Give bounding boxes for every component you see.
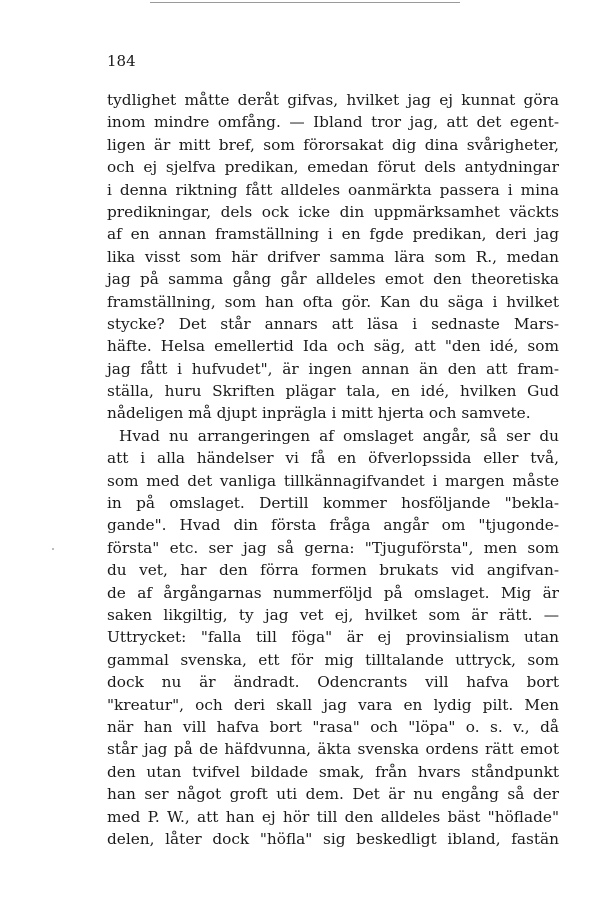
text-line: att i alla händelser vi få en öfverlopssida eller två,	[107, 449, 559, 468]
text-line: dock nu är ändradt. Odencrants vill hafva bort	[107, 673, 559, 692]
text-line: in på omslaget. Dertill kommer hosföljande "bekla-	[107, 494, 559, 513]
text-line: när han vill hafva bort "rasa" och "löpa" o. s. v., då	[107, 717, 559, 736]
text-line: jag på samma gång går alldeles emot den theoretiska	[107, 270, 559, 289]
text-line: Uttrycket: "falla till föga" är ej provinsialism utan	[107, 628, 559, 647]
text-line: ligen är mitt bref, som förorsakat dig dina svårigheter,	[107, 135, 559, 154]
page-number: 184	[107, 52, 136, 70]
text-line: "kreatur", och deri skall jag vara en lydig pilt. Men	[107, 695, 559, 714]
text-line: delen, låter dock "höfla" sig beskedligt ibland, fastän	[107, 829, 559, 848]
text-line: du vet, har den förra formen brukats vid angifvan-	[107, 561, 559, 580]
text-line: den utan tvifvel bildade smak, från hvars ståndpunkt	[107, 762, 559, 781]
text-line: i denna riktning fått alldeles oanmärkta passera i mina	[107, 180, 559, 199]
text-line: lika visst som här drifver samma lära som R., medan	[107, 247, 559, 266]
text-line: de af årgångarnas nummerföljd på omslaget. Mig är	[107, 583, 559, 602]
text-line: och ej sjelfva predikan, emedan förut dels antydningar	[107, 158, 559, 177]
margin-speck	[52, 548, 54, 550]
text-line: stycke? Det står annars att läsa i sednaste Mars-	[107, 314, 559, 333]
text-line: ställa, huru Skriften plägar tala, en idé, hvilken Gud	[107, 382, 559, 401]
page-body-text	[107, 89, 559, 850]
top-edge-rule	[150, 2, 460, 3]
text-line: gande". Hvad din första fråga angår om "tjugonde-	[107, 516, 559, 535]
text-line: han ser något groft uti dem. Det är nu engång så der	[107, 785, 559, 804]
text-line: häfte. Helsa emellertid Ida och säg, att "den idé, som	[107, 337, 559, 356]
text-line: af en annan framställning i en fgde predikan, deri jag	[107, 225, 559, 244]
text-line: tydlighet måtte deråt gifvas, hvilket jag ej kunnat göra	[107, 91, 559, 109]
text-line: jag fått i hufvudet", är ingen annan än den att fram-	[107, 359, 559, 378]
text-line: saken likgiltig, ty jag vet ej, hvilket som är rätt. —	[107, 605, 559, 624]
text-line: framställning, som han ofta gör. Kan du säga i hvilket	[107, 292, 559, 311]
text-line: står jag på de häfdvunna, äkta svenska ordens rätt emot	[107, 740, 559, 759]
text-line: Hvad nu arrangeringen af omslaget angår, så ser du	[119, 426, 559, 445]
text-line: som med det vanliga tillkännagifvandet i margen måste	[107, 471, 559, 490]
text-line: predikningar, dels ock icke din uppmärksamhet väckts	[107, 202, 559, 221]
text-line: inom mindre omfång. — Ibland tror jag, att det egent-	[107, 113, 559, 132]
text-line: första" etc. ser jag så gerna: "Tjuguförsta", men som	[107, 538, 559, 557]
text-line: gammal svenska, ett för mig tilltalande uttryck, som	[107, 650, 559, 669]
text-line: nådeligen må djupt inprägla i mitt hjerta och samvete.	[107, 404, 531, 423]
text-line: med P. W., att han ej hör till den alldeles bäst "höflade"	[107, 807, 559, 826]
